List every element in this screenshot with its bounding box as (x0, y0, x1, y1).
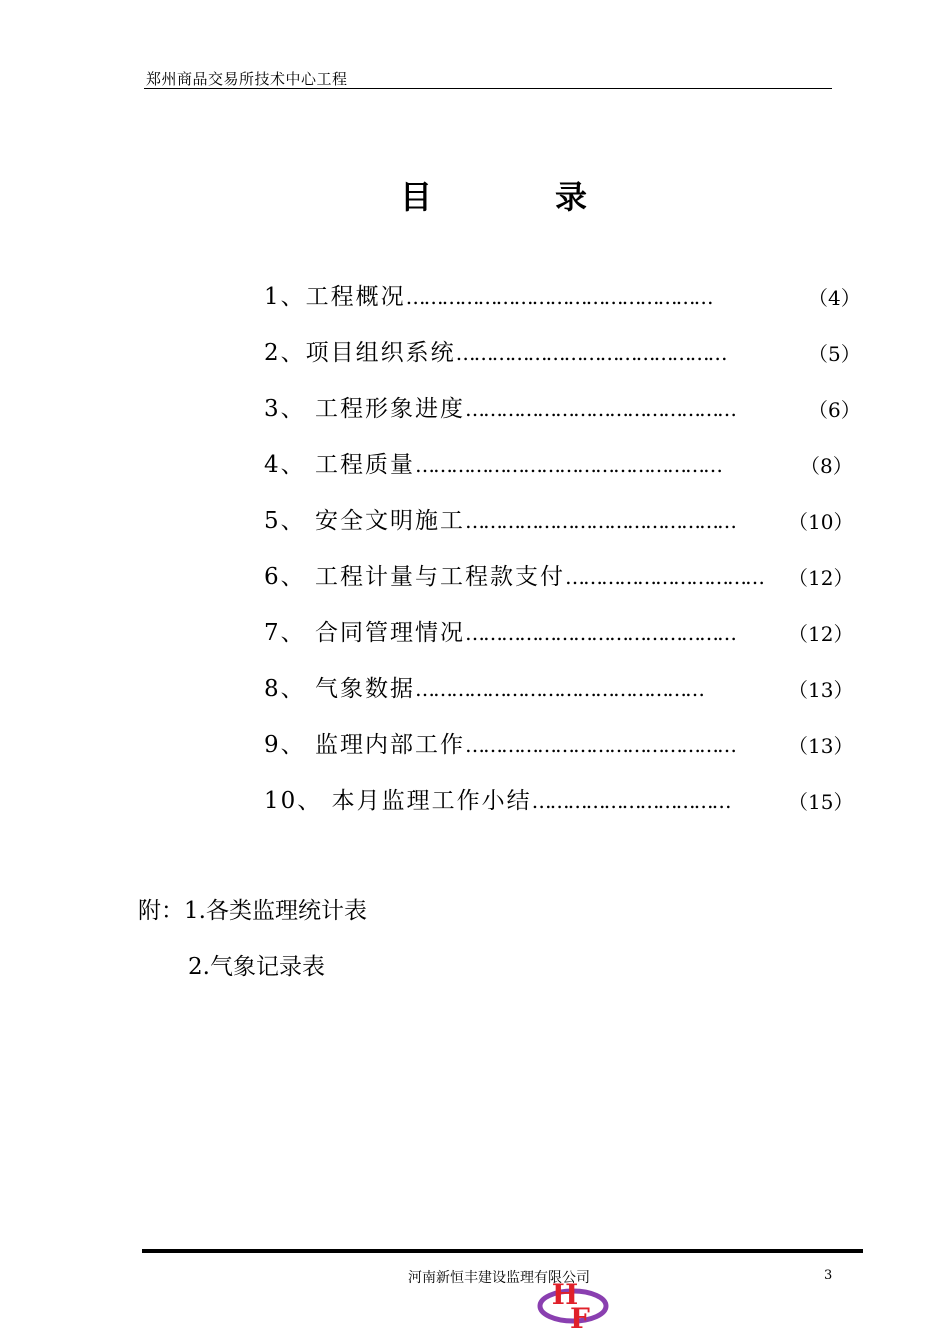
toc-leader: ……………………………………… (464, 621, 735, 645)
toc-label: 6、 工程计量与工程款支付 (264, 564, 565, 590)
page-number: 3 (824, 1268, 833, 1283)
company-logo-icon (536, 1278, 610, 1334)
toc-leader: ……………………………………… (455, 341, 726, 365)
toc-label: 8、 气象数据 (264, 676, 415, 702)
toc-entry-7[interactable] (264, 614, 735, 644)
header-rule (144, 88, 832, 89)
title-char-1: 目 (400, 178, 433, 216)
toc-page-5: （10） (788, 510, 854, 534)
toc-entry-6[interactable] (264, 558, 763, 588)
appendix-prefix: 附： (138, 898, 184, 924)
logo-letter-h: H (551, 1278, 579, 1311)
toc-label: 5、 安全文明施工 (264, 508, 465, 534)
toc-leader: ……………………………………… (464, 733, 735, 757)
toc-label: 4、 工程质量 (264, 452, 415, 478)
toc-page-9: （13） (788, 734, 854, 758)
toc-entry-3[interactable] (264, 390, 735, 420)
toc-page-8: （13） (788, 678, 854, 702)
toc-label: 9、 监理内部工作 (264, 732, 465, 758)
toc-page-7: （12） (788, 622, 854, 646)
toc-entry-4[interactable] (264, 446, 721, 476)
toc-label: 7、 合同管理情况 (264, 620, 465, 646)
toc-entry-2[interactable] (264, 334, 726, 364)
toc-page-1: （4） (808, 286, 861, 310)
toc-entry-9[interactable] (264, 726, 735, 756)
toc-entry-1[interactable] (264, 278, 712, 308)
toc-leader: …………………………… (564, 565, 763, 589)
footer-rule (142, 1249, 863, 1253)
toc-leader: …………………………… (531, 789, 730, 813)
toc-entry-5[interactable] (264, 502, 735, 532)
toc-entry-10[interactable] (264, 782, 730, 812)
toc-page-2: （5） (808, 342, 861, 366)
toc-leader: ………………………………………… (414, 677, 703, 701)
toc-leader: …………………………………………… (405, 285, 712, 309)
appendix-item-2: 2.气象记录表 (188, 954, 325, 980)
page-title (0, 172, 950, 216)
toc-page-3: （6） (808, 398, 861, 422)
footer-company: 河南新恒丰建设监理有限公司 (408, 1270, 590, 1286)
running-header: 郑州商品交易所技术中心工程 (146, 70, 348, 88)
appendix-line-1 (138, 892, 367, 925)
toc-label: 1、工程概况 (264, 284, 406, 310)
appendix-item-1: 1.各类监理统计表 (184, 898, 367, 924)
toc-leader: ……………………………………… (464, 397, 735, 421)
toc-page-6: （12） (788, 566, 854, 590)
logo-letter-f: F (570, 1302, 590, 1334)
toc-entry-8[interactable] (264, 670, 703, 700)
title-char-2: 录 (555, 178, 588, 216)
toc-page-4: （8） (800, 454, 853, 478)
toc-label: 3、 工程形象进度 (264, 396, 465, 422)
toc-leader: …………………………………………… (414, 453, 721, 477)
toc-label: 10、 本月监理工作小结 (264, 788, 532, 814)
toc-page-10: （15） (788, 790, 854, 814)
toc-label: 2、项目组织系统 (264, 340, 456, 366)
toc-leader: ……………………………………… (464, 509, 735, 533)
